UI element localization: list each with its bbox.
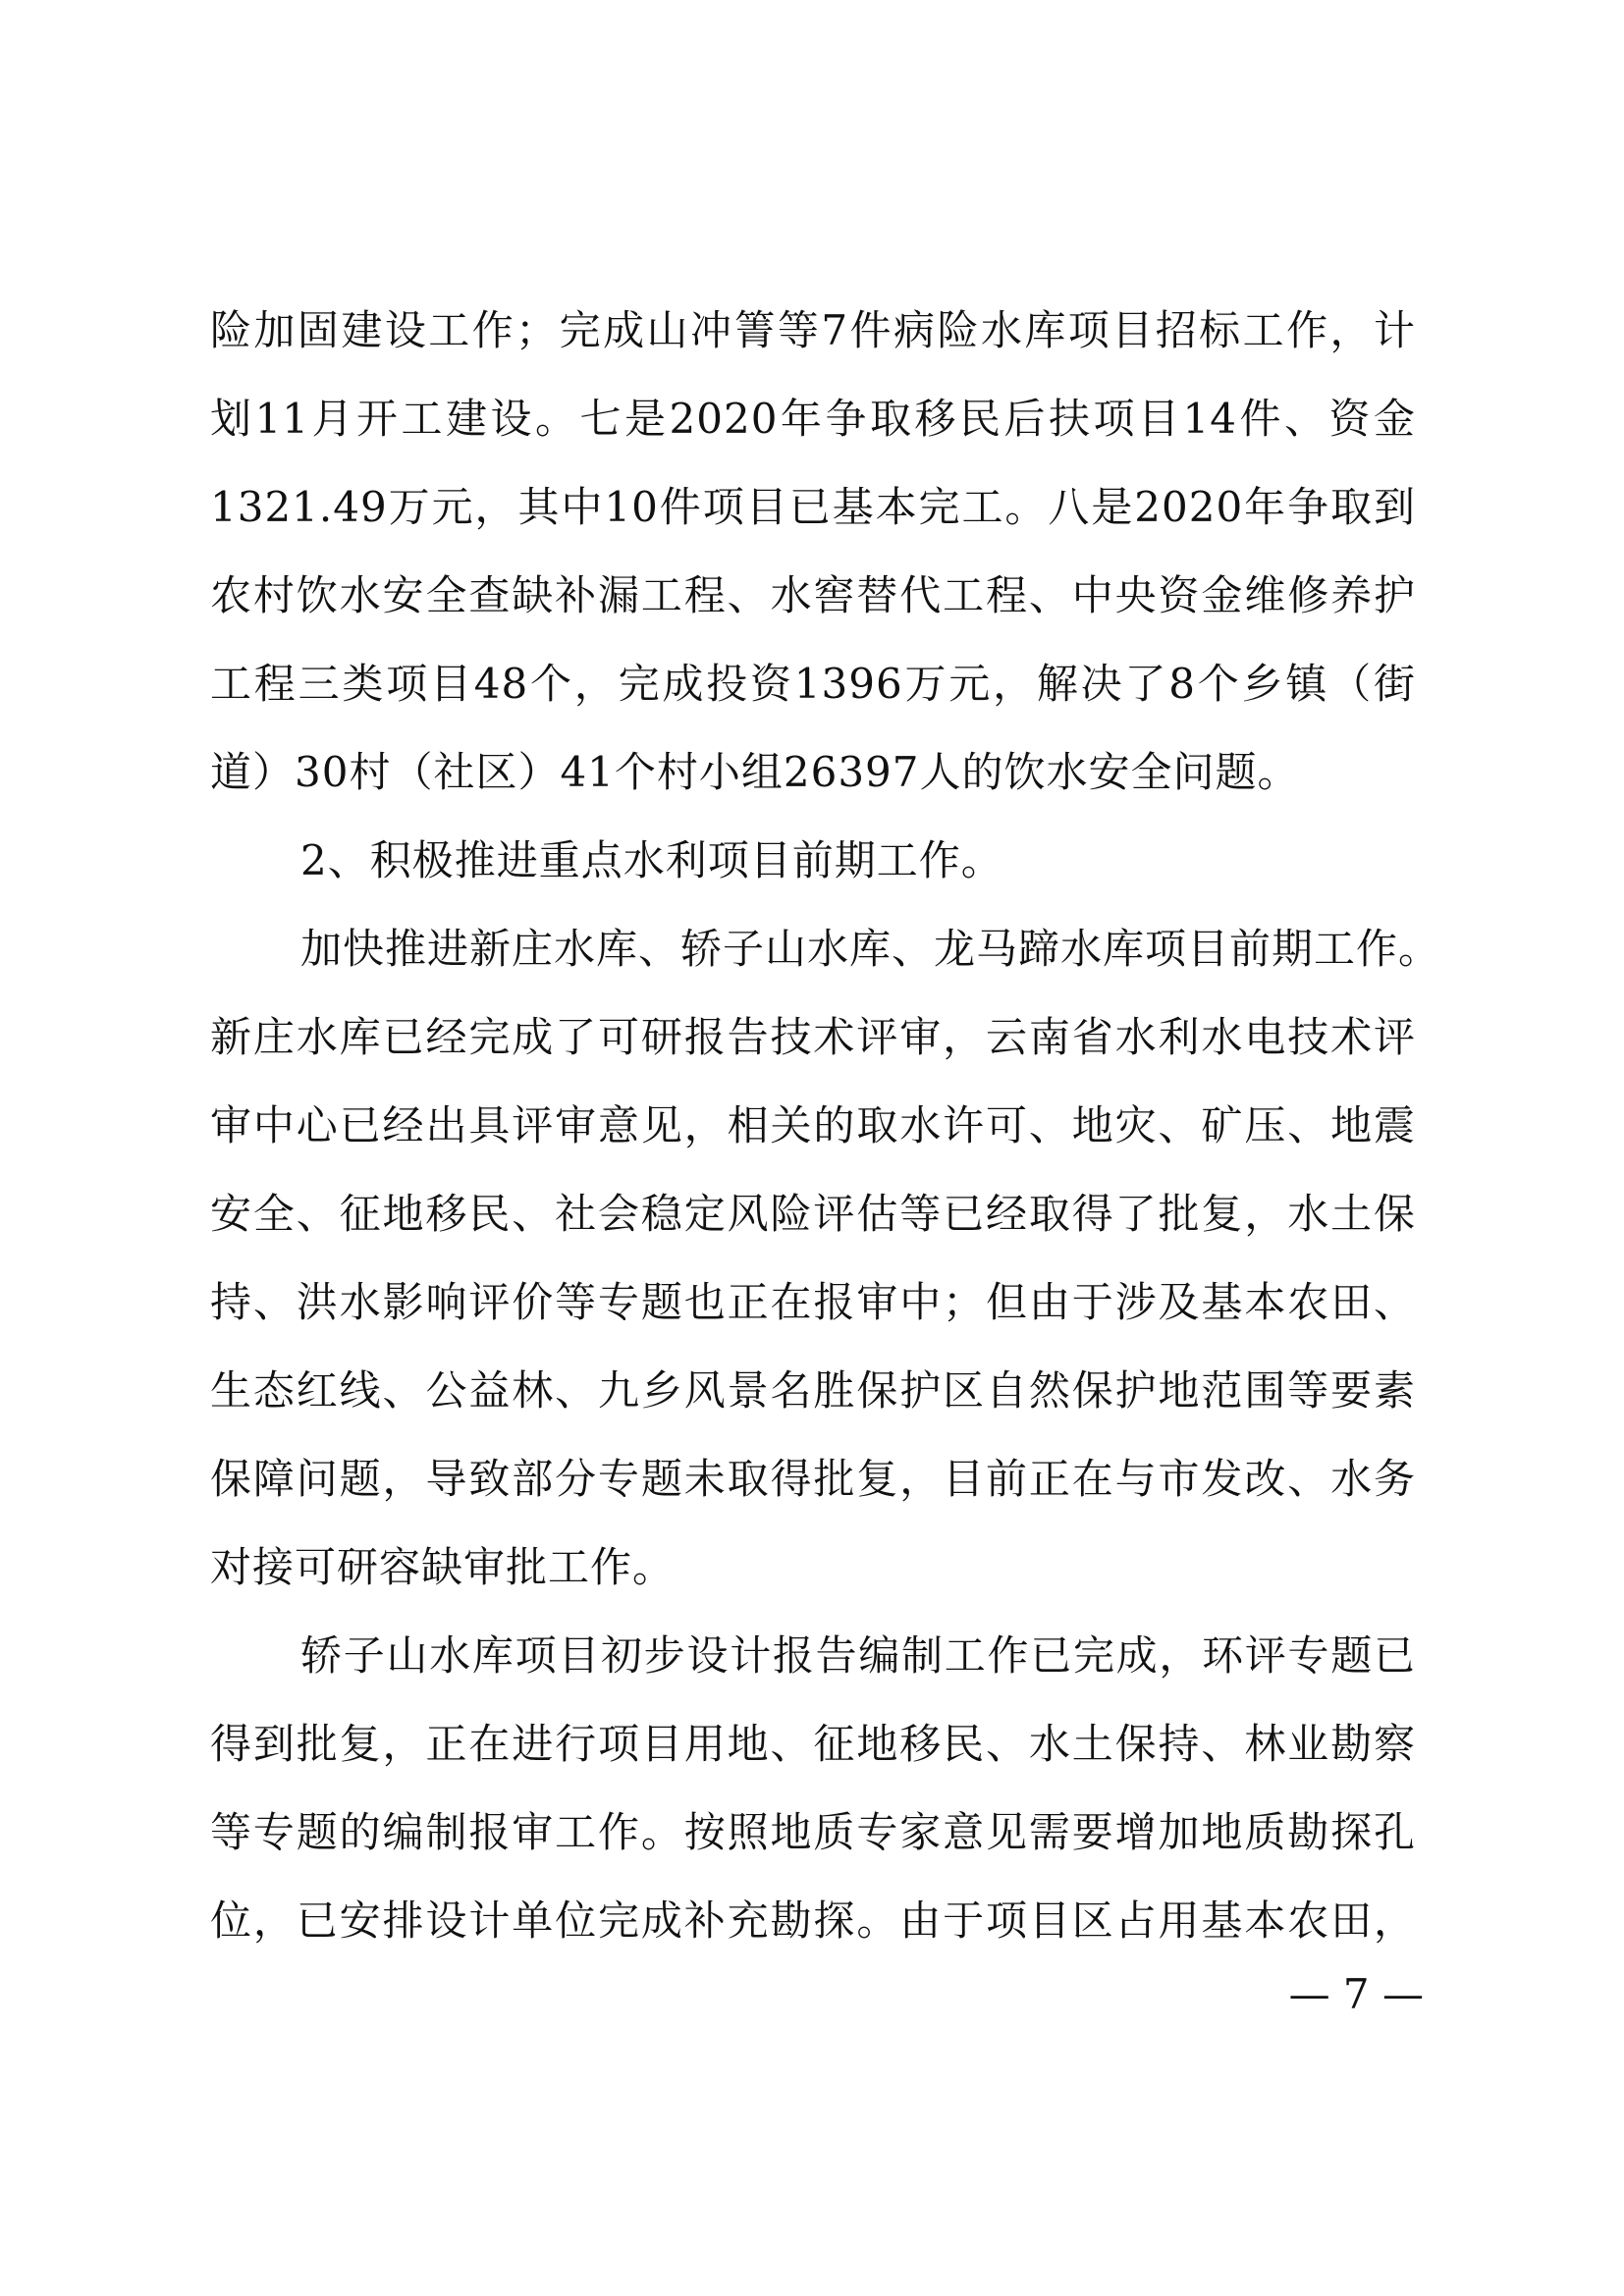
text-line: 对接可研容缺审批工作。: [210, 1543, 676, 1591]
text-line: 生态红线、公益林、九乡风景名胜保护区自然保护地范围等要素: [210, 1366, 1416, 1415]
text-line: 保障问题，导致部分专题未取得批复，目前正在与市发改、水务: [210, 1455, 1416, 1503]
section-heading: 2、积极推进重点水利项目前期工作。: [300, 836, 1003, 884]
text-line: 险加固建设工作；完成山冲箐等7件病险水库项目招标工作，计: [210, 306, 1416, 354]
text-line: 等专题的编制报审工作。按照地质专家意见需要增加地质勘探孔: [210, 1808, 1416, 1856]
text-line: 道）30村（社区）41个村小组26397人的饮水安全问题。: [210, 748, 1300, 796]
text-line: 位，已安排设计单位完成补充勘探。由于项目区占用基本农田，: [210, 1896, 1416, 1945]
text-line: 加快推进新庄水库、轿子山水库、龙马蹄水库项目前期工作。: [300, 925, 1441, 973]
text-line: 1321.49万元，其中10件项目已基本完工。八是2020年争取到: [210, 483, 1416, 531]
text-line: 新庄水库已经完成了可研报告技术评审，云南省水利水电技术评: [210, 1013, 1416, 1061]
text-line: 轿子山水库项目初步设计报告编制工作已完成，环评专题已: [300, 1631, 1416, 1680]
text-line: 划11月开工建设。七是2020年争取移民后扶项目14件、资金: [210, 395, 1416, 443]
text-line: 安全、征地移民、社会稳定风险评估等已经取得了批复，水土保: [210, 1190, 1416, 1238]
page-number: — 7 —: [1288, 1970, 1424, 2018]
text-line: 工程三类项目48个，完成投资1396万元，解决了8个乡镇（街: [210, 660, 1416, 708]
text-line: 农村饮水安全查缺补漏工程、水窖替代工程、中央资金维修养护: [210, 571, 1416, 619]
text-line: 审中心已经出具评审意见，相关的取水许可、地灾、矿压、地震: [210, 1101, 1416, 1149]
text-line: 持、洪水影响评价等专题也正在报审中；但由于涉及基本农田、: [210, 1278, 1416, 1326]
text-line: 得到批复，正在进行项目用地、征地移民、水土保持、林业勘察: [210, 1720, 1416, 1768]
